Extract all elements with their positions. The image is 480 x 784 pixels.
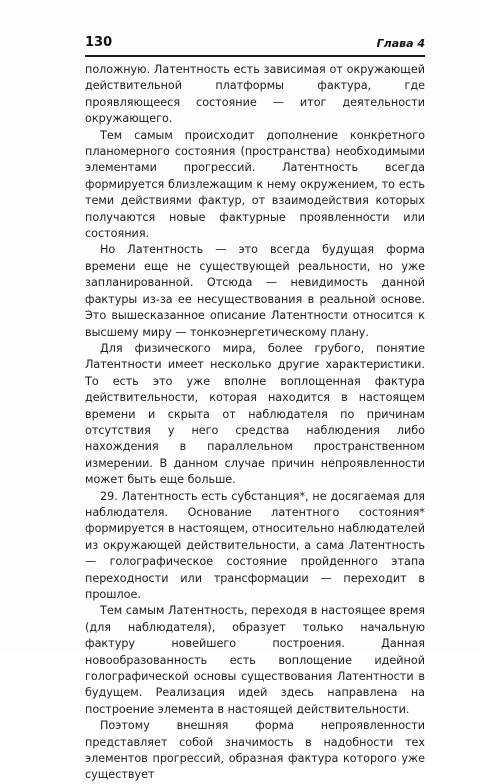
page-header — [85, 33, 425, 57]
paragraph: Поэтому внешняя форма непроявленности представляет собой значимость в надобности тех элементов прогрессий, образная фактура которого уже существует — [85, 719, 425, 782]
paragraph: Тем самым происходит дополнение конкретного планомерного состояния (пространства) необходимыми элементами прогрессий. Латентность всегда формируется близлежащим к нему окружением, то есть теми действиями фактур, от взаимодействия которых получаются новые фактурные проявленности или состояния. — [85, 128, 425, 241]
chapter-title: Глава 4 — [376, 37, 425, 50]
paragraph: 29. Латентность есть субстанция*, не досягаемая для наблюдателя. Основание латентного состояния* формируется в настоящем, относительно наблюдателей из окружающей действительности, а сама Латентность — голографическое состояние пройденного этапа переходности или трансформации — переходит в прошлое. — [85, 489, 425, 601]
page-body — [85, 62, 425, 784]
page-number: 130 — [85, 35, 113, 50]
paragraph: Тем самым Латентность, переходя в настоящее время (для наблюдателя), образует только начальную фактуру новейшего построения. Данная новообразованность есть воплощение идейной голографической основы существования Латентности в будущем. Реализация идей здесь направлена на построение элемента в настоящей действительности. — [85, 604, 425, 716]
paragraph: Для физического мира, более грубого, понятие Латентности имеет несколько другие характеристики. То есть это уже вполне воплощенная фактура действительности, которая находится в настоящем времени и скрыта от наблюдателя по причинам отсутствия у него средства наблюдения либо нахождения в параллельном пространственном измерении. В данном случае причин непроявленности может быть еще больше. — [85, 341, 425, 487]
paragraph: положную. Латентность есть зависимая от окружающей действительной платформы фактура, где проявляющееся состояние — итог деятельности окружающего. — [85, 63, 425, 126]
paragraph: Но Латентность — это всегда будущая форма времени еще не существующей реальности, но уже запланированной. Отсюда — невидимость данной фактуры из-за ее несуществования в реальной основе. Это вышесказанное описание Латентности относится к высшему миру — тонкоэнергетическому плану. — [85, 243, 425, 339]
